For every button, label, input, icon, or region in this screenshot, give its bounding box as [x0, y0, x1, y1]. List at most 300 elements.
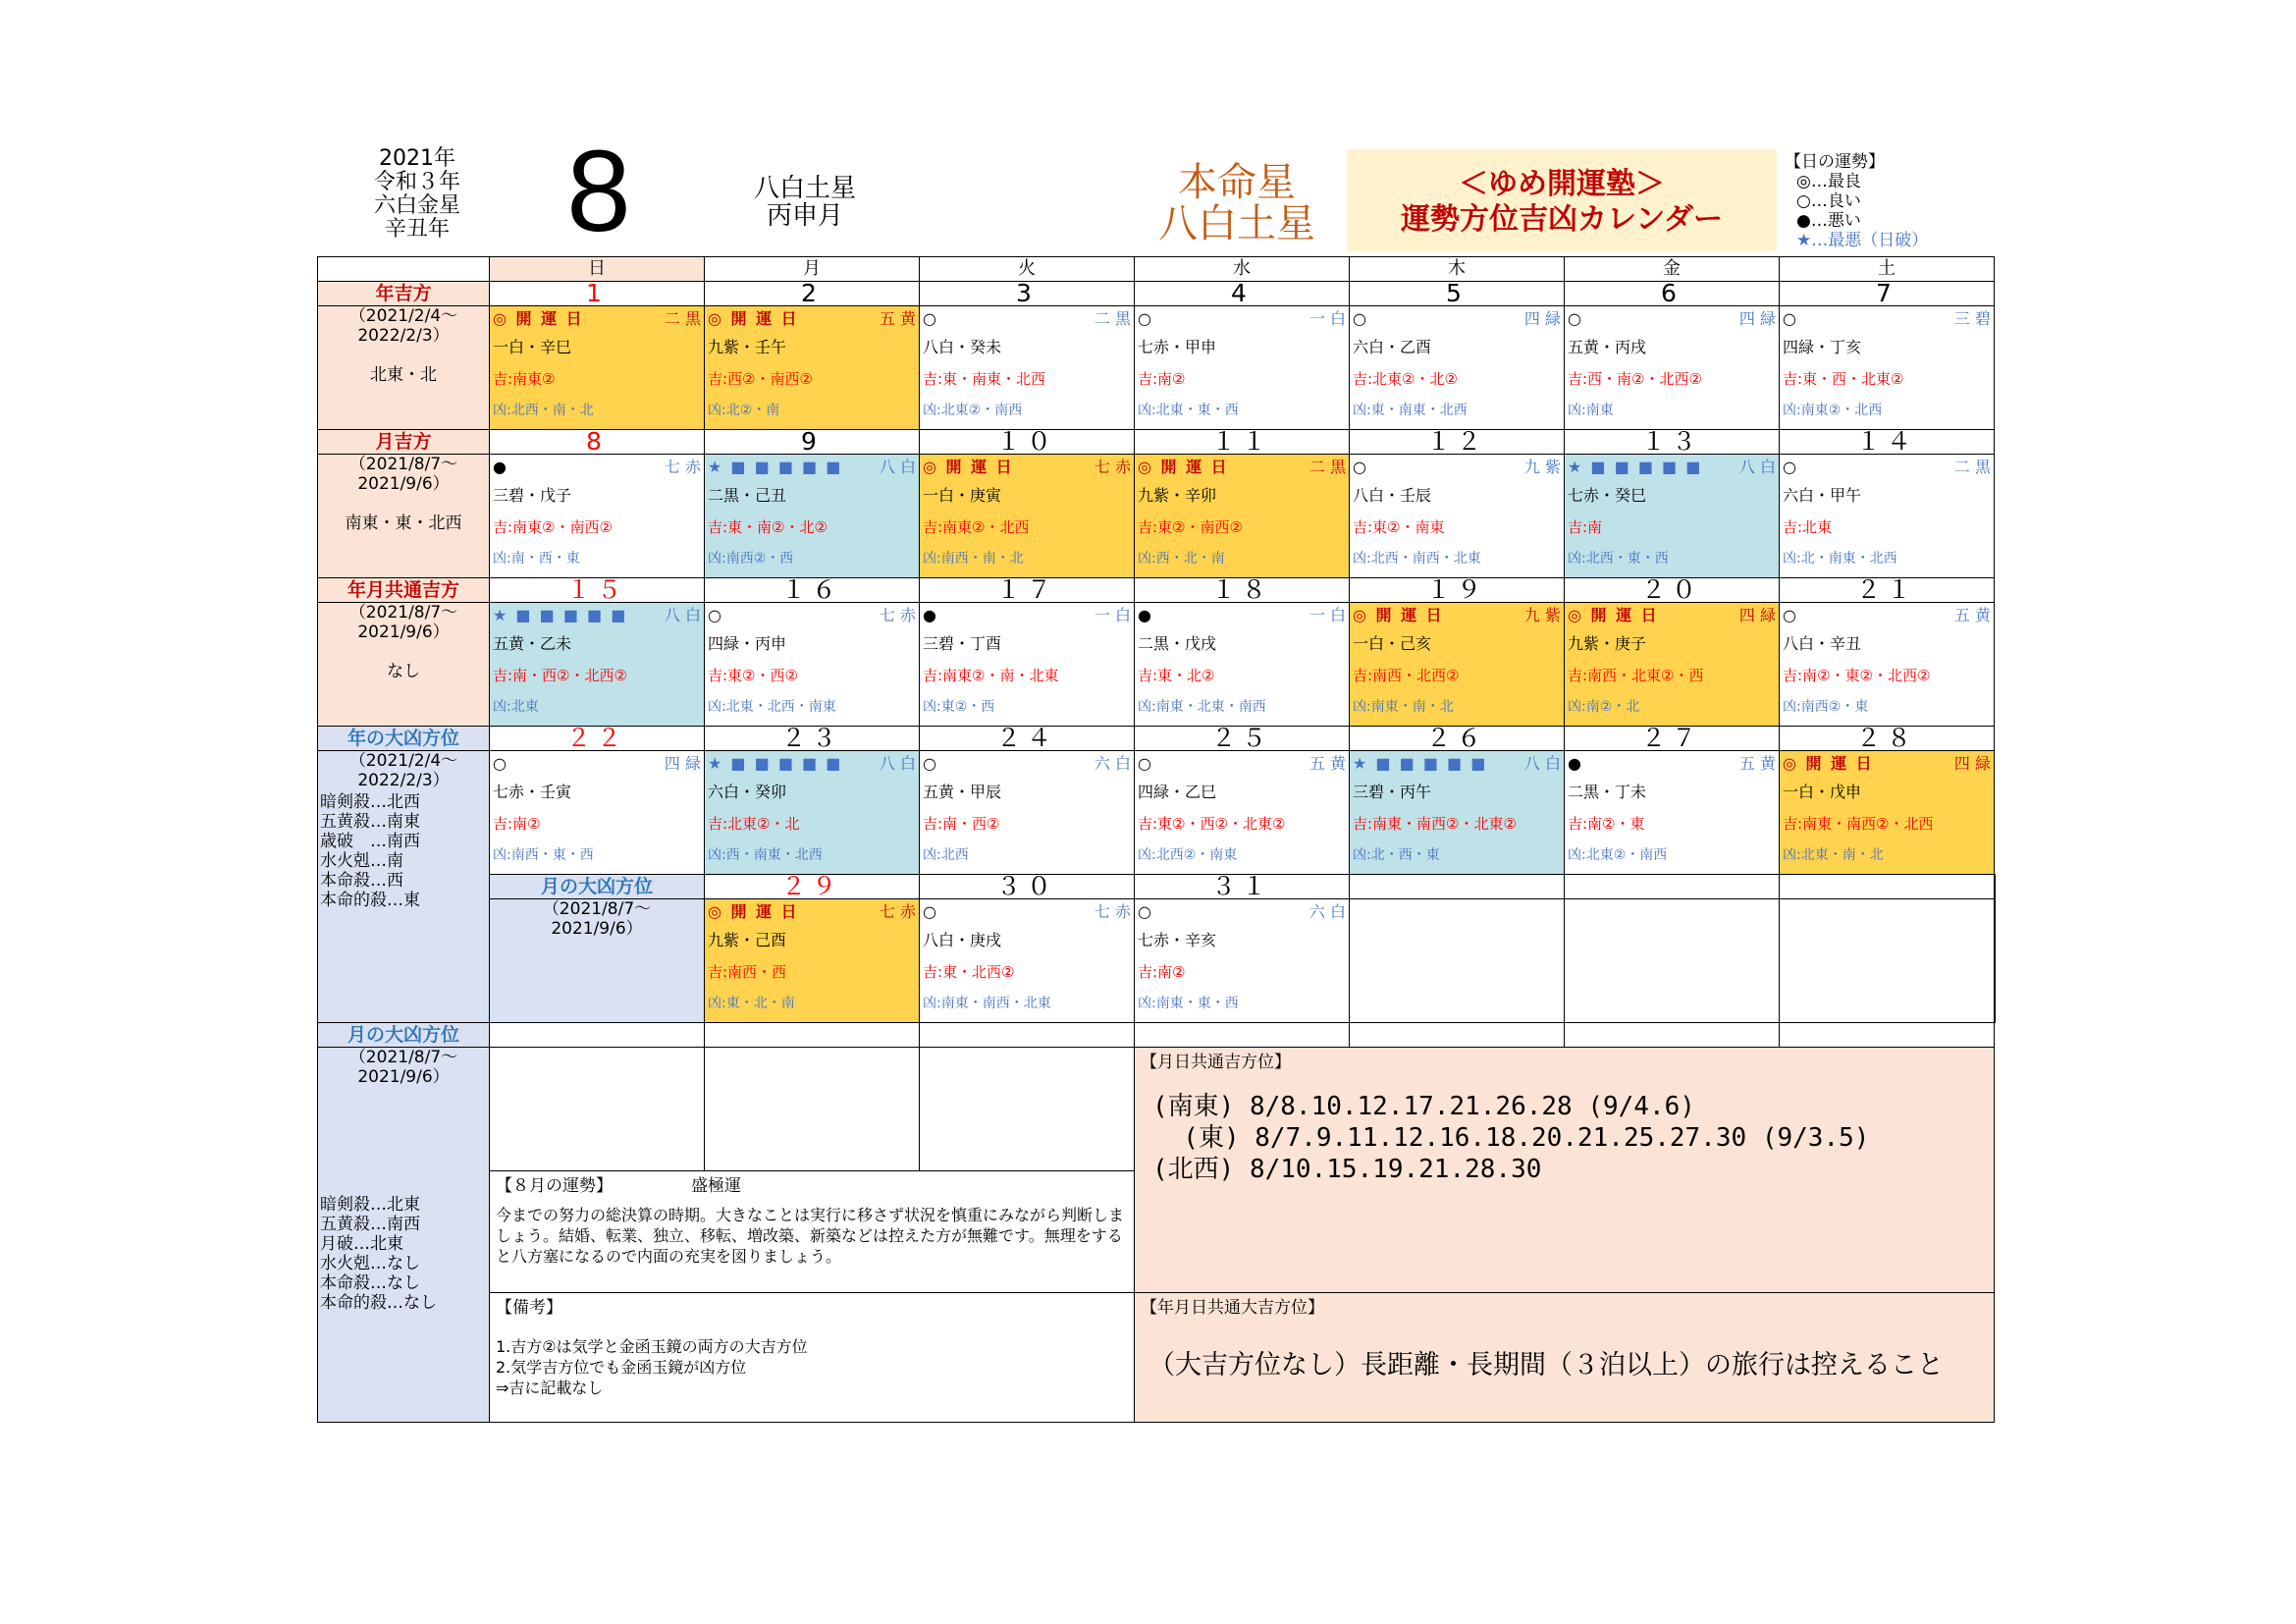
day-nine-star: 四 緑 — [1523, 309, 1561, 328]
weekday-header: 火 — [920, 257, 1135, 282]
empty-cell — [1780, 1023, 1995, 1048]
side-line: 2022/2/3） — [357, 771, 450, 790]
day-cell[interactable] — [920, 603, 1135, 727]
day-fortune-line — [1138, 753, 1346, 775]
day-bad-direction: 凶:東②・西 — [923, 699, 995, 715]
side-section-title: 年月共通吉方 — [318, 578, 490, 603]
day-cell[interactable] — [1565, 751, 1780, 875]
day-kanshi: 八白・辛丑 — [1783, 634, 1862, 653]
date-number: １１ — [1135, 430, 1350, 455]
year-info — [324, 147, 510, 242]
day-fortune-line — [923, 308, 1131, 330]
day-good-direction: 吉:東②・西②・北東② — [1138, 815, 1286, 833]
day-fortune-mark: ★ ■ ■ ■ ■ ■ — [1353, 754, 1488, 773]
day-bad-direction: 凶:南西②・西 — [708, 551, 794, 567]
honmei-star — [1139, 162, 1335, 244]
legend-title: 【日の運勢】 — [1785, 152, 1885, 172]
day-cell[interactable] — [1780, 455, 1995, 578]
day-cell[interactable] — [1995, 899, 1996, 1023]
date-number: ２２ — [490, 727, 705, 751]
day-nine-star: 四 緑 — [1738, 309, 1776, 328]
day-good-direction: 吉:南東②・南西② — [493, 518, 613, 536]
date-number: 2 — [705, 282, 920, 306]
day-bad-direction: 凶:北西②・南東 — [1138, 847, 1238, 863]
day-kanshi: 七赤・壬寅 — [493, 783, 572, 801]
empty-cell — [1135, 1023, 1350, 1048]
fortune-title: 【８月の運勢】 — [496, 1176, 613, 1196]
day-cell[interactable] — [1350, 306, 1565, 430]
day-fortune-mark: ○ — [1138, 309, 1151, 328]
day-fortune-line — [923, 457, 1131, 478]
day-good-direction: 吉:東・南②・北② — [708, 518, 828, 536]
day-kanshi: 三碧・丁酉 — [923, 634, 1002, 653]
day-kanshi: 五黄・乙未 — [493, 634, 572, 653]
day-kanshi: 一白・庚寅 — [923, 486, 1002, 505]
day-kanshi: 四緑・丙申 — [708, 634, 787, 653]
date-number: ２８ — [1780, 727, 1995, 751]
day-nine-star: 三 碧 — [1953, 309, 1991, 328]
day-nine-star: 四 緑 — [664, 754, 701, 773]
day-nine-star: 五 黄 — [1738, 754, 1776, 773]
day-nine-star: 一 白 — [1308, 309, 1346, 328]
day-fortune-line — [1353, 308, 1561, 330]
bad-direction-item: 歳破 …南西 — [320, 832, 420, 851]
day-nine-star: 二 黒 — [664, 309, 701, 328]
side-line: 2021/9/6） — [357, 474, 450, 494]
side-line — [318, 642, 489, 662]
weekday-header: 月 — [705, 257, 920, 282]
side-section-title: 月の大凶方位 — [318, 1023, 490, 1048]
day-bad-direction: 凶:南東・南西・北東 — [923, 996, 1051, 1011]
day-cell[interactable] — [490, 603, 705, 727]
day-good-direction: 吉:北東②・北② — [1353, 370, 1458, 388]
date-number: １２ — [1350, 430, 1565, 455]
day-fortune-line — [1568, 605, 1776, 626]
day-nine-star: 八 白 — [1523, 754, 1561, 773]
day-bad-direction: 凶:南東・南・北 — [1353, 699, 1454, 715]
day-nine-star: 五 黄 — [1953, 606, 1991, 624]
remark-line: 2.気学吉方位でも金函玉鏡が凶方位 — [496, 1358, 747, 1377]
side-section-title: 年の大凶方位 — [318, 727, 490, 751]
date-number — [1995, 875, 1996, 899]
day-fortune-mark: ◎ 開 運 日 — [708, 902, 799, 921]
bad-direction-item: 本命殺…西 — [320, 871, 403, 891]
day-nine-star: 五 黄 — [879, 309, 916, 328]
day-fortune-mark: ★ ■ ■ ■ ■ ■ — [708, 754, 843, 773]
decor-squares: ■ ■ — [589, 309, 634, 328]
day-bad-direction: 凶:北東 — [493, 699, 539, 715]
day-bad-direction: 凶:北東②・南西 — [1568, 847, 1668, 863]
date-number: 4 — [1135, 282, 1350, 306]
side-line — [318, 346, 489, 365]
bad-direction-item: 本命的殺…なし — [320, 1293, 437, 1313]
day-nine-star: 四 緑 — [1953, 754, 1991, 773]
side-line: 2021/9/6） — [357, 1067, 450, 1087]
side-line: （2021/8/7～ — [348, 455, 458, 474]
day-fortune-line — [708, 605, 916, 626]
empty-cell — [1565, 1023, 1780, 1048]
empty-cell — [920, 1048, 1135, 1171]
era-line: 令和３年 — [373, 170, 460, 194]
day-fortune-line — [493, 457, 701, 478]
month-star-info — [707, 175, 903, 230]
day-good-direction: 吉:南東・南西②・北東② — [1353, 815, 1517, 833]
day-kanshi: 八白・庚戌 — [923, 931, 1002, 949]
date-number: １６ — [705, 578, 920, 603]
day-good-direction: 吉:東②・西② — [708, 667, 798, 684]
day-good-direction: 吉:南東②・南・北東 — [923, 667, 1059, 684]
day-cell[interactable] — [1780, 899, 1995, 1023]
day-bad-direction: 凶:北東②・南西 — [923, 403, 1023, 418]
side-section-body — [318, 455, 490, 578]
day-cell[interactable] — [1565, 306, 1780, 430]
day-good-direction: 吉:東・南東・北西 — [923, 370, 1046, 388]
day-cell[interactable] — [920, 751, 1135, 875]
day-kanshi: 五黄・丙戌 — [1568, 338, 1647, 356]
month-star-line: 八白土星 — [753, 174, 856, 203]
day-fortune-mark: ◎ 開 運 日 — [1353, 606, 1444, 624]
day-cell[interactable] — [920, 899, 1135, 1023]
day-fortune-line — [708, 901, 916, 923]
day-good-direction: 吉:南 — [1568, 518, 1603, 536]
day-kanshi: 六白・癸卯 — [708, 783, 787, 801]
date-number: ３０ — [920, 875, 1135, 899]
day-cell[interactable] — [705, 455, 920, 578]
day-cell[interactable] — [705, 306, 920, 430]
day-kanshi: 四緑・乙巳 — [1138, 783, 1217, 801]
day-cell[interactable] — [1135, 306, 1350, 430]
day-cell[interactable] — [1565, 899, 1780, 1023]
day-fortune-line — [708, 457, 916, 478]
day-kanshi: 六白・乙酉 — [1353, 338, 1432, 356]
day-fortune-line — [923, 753, 1131, 775]
side-line: 南東・東・北西 — [345, 514, 462, 533]
day-bad-direction: 凶:北西・南西・北東 — [1353, 551, 1481, 567]
day-fortune-mark: ○ — [1138, 754, 1151, 773]
day-fortune-line — [708, 753, 916, 775]
day-good-direction: 吉:南・西② — [923, 815, 1000, 833]
day-fortune-mark: ◎ 開 運 日 — [1568, 606, 1659, 624]
day-kanshi: 九紫・壬午 — [708, 338, 787, 356]
day-kanshi: 三碧・戊子 — [493, 486, 572, 505]
day-nine-star: 七 赤 — [664, 458, 701, 476]
day-good-direction: 吉:北東 — [1783, 518, 1833, 536]
decor-squares: ■ ■ — [804, 309, 849, 328]
date-number: １０ — [920, 430, 1135, 455]
day-nine-star: 八 白 — [1738, 458, 1776, 476]
remark-line: ⇒吉に記載なし — [496, 1379, 604, 1397]
side-section-body — [318, 751, 490, 1023]
day-bad-direction: 凶:北・西・東 — [1353, 847, 1440, 863]
day-bad-direction: 凶:南東・東・西 — [1138, 996, 1239, 1011]
day-kanshi: 七赤・辛亥 — [1138, 931, 1217, 949]
date-number: ２９ — [705, 875, 920, 899]
day-fortune-line — [1353, 605, 1561, 626]
day-fortune-line — [1138, 308, 1346, 330]
side-line: （2021/2/4～ — [348, 751, 458, 771]
day-kanshi: 三碧・丙午 — [1353, 783, 1432, 801]
day-nine-star: 七 赤 — [879, 606, 916, 624]
date-number — [1350, 875, 1565, 899]
day-bad-direction: 凶:南・西・東 — [493, 551, 580, 567]
day-fortune-line — [493, 753, 701, 775]
day-fortune-mark: ◎ 開 運 日 — [923, 458, 1014, 476]
day-fortune-line — [493, 605, 701, 626]
day-fortune-mark: ◎ 開 運 日 — [493, 309, 584, 328]
day-bad-direction: 凶:北東・東・西 — [1138, 403, 1239, 418]
weekday-header: 木 — [1350, 257, 1565, 282]
day-fortune-mark: ◎ 開 運 日 — [1138, 458, 1229, 476]
decor-squares: ■ ■ — [1234, 458, 1279, 476]
day-cell[interactable] — [490, 751, 705, 875]
bad-direction-item: 水火剋…南 — [320, 851, 403, 871]
day-kanshi: 一白・辛巳 — [493, 338, 572, 356]
side-section-title: 月吉方 — [318, 430, 490, 455]
date-number: ３１ — [1135, 875, 1350, 899]
bad-direction-item: 月破…北東 — [320, 1234, 403, 1254]
year-bad-direction-list — [318, 792, 489, 910]
day-good-direction: 吉:西②・南西② — [708, 370, 813, 388]
common-list — [1135, 1091, 1994, 1185]
side-line: （2021/8/7～ — [348, 603, 458, 623]
day-good-direction: 吉:南西・北東②・西 — [1568, 667, 1704, 684]
date-number: ２１ — [1780, 578, 1995, 603]
day-kanshi: 四緑・丁亥 — [1783, 338, 1862, 356]
day-cell[interactable] — [1350, 751, 1565, 875]
great-lucky-directions — [1135, 1293, 1995, 1423]
day-fortune-line — [1568, 753, 1776, 775]
side-section-body — [318, 603, 490, 727]
day-kanshi: 六白・甲午 — [1783, 486, 1862, 505]
day-good-direction: 吉:東・北西② — [923, 963, 1015, 981]
decor-squares: ■ ■ — [804, 902, 849, 921]
side-line: （2021/8/7～ — [348, 1048, 458, 1067]
day-fortune-mark: ○ — [708, 606, 721, 624]
day-fortune-line — [1783, 605, 1991, 626]
day-fortune-mark: ○ — [1353, 458, 1366, 476]
day-cell[interactable] — [920, 455, 1135, 578]
day-cell[interactable] — [1350, 455, 1565, 578]
fortune-header — [490, 1171, 1134, 1201]
day-fortune-line — [1353, 457, 1561, 478]
day-cell[interactable] — [1780, 751, 1995, 875]
weekday-header: 日 — [490, 257, 705, 282]
date-number: １９ — [1350, 578, 1565, 603]
date-number: ２５ — [1135, 727, 1350, 751]
day-cell[interactable] — [490, 306, 705, 430]
day-nine-star: 七 赤 — [1094, 902, 1131, 921]
side-section-body — [318, 306, 490, 430]
empty-cell — [705, 1048, 920, 1171]
day-good-direction: 吉:南② — [493, 815, 541, 833]
day-cell[interactable] — [705, 751, 920, 875]
remark-line: 1.吉方②は気学と金函玉鏡の両方の大吉方位 — [496, 1337, 808, 1356]
day-fortune-mark: ● — [1568, 754, 1581, 773]
year-line: 2021年 — [379, 146, 455, 171]
day-fortune-mark: ● — [493, 458, 507, 476]
day-good-direction: 吉:東・北② — [1138, 667, 1215, 684]
day-cell[interactable] — [705, 899, 920, 1023]
date-number — [1780, 875, 1995, 899]
bad-direction-item: 暗剣殺…北東 — [320, 1195, 420, 1215]
day-cell[interactable] — [1565, 603, 1780, 727]
common-title: 【月日共通吉方位】 — [1141, 1053, 1291, 1072]
day-cell[interactable] — [1350, 603, 1565, 727]
day-bad-direction: 凶:北西・南・北 — [493, 403, 594, 418]
title-main: 運勢方位吉凶カレンダー — [1400, 202, 1724, 237]
side-line: 北東・北 — [370, 365, 437, 385]
day-nine-star: 七 赤 — [1094, 458, 1131, 476]
day-good-direction: 吉:南西・北西② — [1353, 667, 1460, 684]
day-good-direction: 吉:南②・東②・北西② — [1783, 667, 1931, 684]
day-fortune-mark: ○ — [923, 309, 936, 328]
monthly-fortune — [490, 1171, 1135, 1293]
day-fortune-mark: ○ — [1353, 309, 1366, 328]
day-cell[interactable] — [490, 455, 705, 578]
day-nine-star: 五 黄 — [1308, 754, 1346, 773]
month-kanshi-line: 丙申月 — [766, 201, 843, 231]
day-nine-star: 二 黒 — [1953, 458, 1991, 476]
side-line: 2021/9/6） — [551, 919, 643, 939]
date-number: ２６ — [1350, 727, 1565, 751]
date-number: 3 — [920, 282, 1135, 306]
day-fortune-line — [923, 901, 1131, 923]
day-cell[interactable] — [1135, 455, 1350, 578]
day-bad-direction: 凶:南西・東・西 — [493, 847, 594, 863]
day-cell[interactable] — [1350, 899, 1565, 1023]
day-fortune-mark: ○ — [1783, 458, 1796, 476]
day-bad-direction: 凶:北西・東・西 — [1568, 551, 1669, 567]
side-section-title: 年吉方 — [318, 282, 490, 306]
legend-worst: ★…最悪（日破） — [1796, 231, 1929, 250]
day-good-direction: 吉:東②・南東 — [1353, 518, 1445, 536]
weekday-header: 金 — [1565, 257, 1780, 282]
year-star-line: 六白金星 — [373, 193, 460, 218]
weekday-header: 土 — [1780, 257, 1995, 282]
honmei-label: 本命星 — [1178, 160, 1296, 205]
day-fortune-mark: ○ — [1783, 309, 1796, 328]
bad-direction-item: 本命的殺…東 — [320, 891, 420, 910]
day-cell[interactable] — [920, 306, 1135, 430]
side-line: 2022/2/3） — [357, 326, 450, 346]
day-good-direction: 吉:南東② — [493, 370, 556, 388]
day-fortune-mark: ○ — [1568, 309, 1581, 328]
empty-cell — [490, 1048, 705, 1171]
day-cell[interactable] — [1135, 899, 1350, 1023]
honmei-value: 八白土星 — [1158, 201, 1315, 246]
remarks — [490, 1293, 1135, 1423]
date-number — [1565, 875, 1780, 899]
day-bad-direction: 凶:北東・南・北 — [1783, 847, 1884, 863]
day-fortune-mark: ★ ■ ■ ■ ■ ■ — [708, 458, 843, 476]
date-number: 7 — [1780, 282, 1995, 306]
day-cell[interactable] — [705, 603, 920, 727]
legend-bad: ●…悪い — [1796, 211, 1861, 231]
day-good-direction: 吉:南東②・北西 — [923, 518, 1030, 536]
day-fortune-line — [1783, 753, 1991, 775]
day-fortune-mark: ○ — [493, 754, 507, 773]
day-fortune-line — [1138, 901, 1346, 923]
day-cell[interactable] — [1780, 603, 1995, 727]
calendar-title — [1347, 149, 1777, 251]
day-bad-direction: 凶:南東 — [1568, 403, 1614, 418]
day-fortune-mark: ○ — [923, 754, 936, 773]
day-nine-star: 八 白 — [664, 606, 701, 624]
date-number: １８ — [1135, 578, 1350, 603]
day-cell[interactable] — [1780, 306, 1995, 430]
day-nine-star: 八 白 — [879, 458, 916, 476]
day-kanshi: 七赤・癸巳 — [1568, 486, 1647, 505]
day-fortune-mark: ◎ 開 運 日 — [708, 309, 799, 328]
day-bad-direction: 凶:南東②・北西 — [1783, 403, 1883, 418]
day-good-direction: 吉:南② — [1138, 963, 1186, 981]
day-good-direction: 吉:南② — [1138, 370, 1186, 388]
date-number: １７ — [920, 578, 1135, 603]
bad-direction-item: 暗剣殺…北西 — [320, 792, 420, 812]
calendar-grid — [317, 256, 1996, 1423]
day-bad-direction: 凶:南東・北東・南西 — [1138, 699, 1266, 715]
day-good-direction: 吉:南②・東 — [1568, 815, 1645, 833]
empty-cell — [1350, 1023, 1565, 1048]
day-kanshi: 一白・己亥 — [1353, 634, 1432, 653]
day-nine-star: 四 緑 — [1738, 606, 1776, 624]
day-nine-star: 九 紫 — [1523, 458, 1561, 476]
bad-direction-item: 五黄殺…南東 — [320, 812, 420, 832]
date-number: ２７ — [1565, 727, 1780, 751]
day-good-direction: 吉:南西・西 — [708, 963, 787, 981]
legend-good: ○…良い — [1796, 191, 1861, 211]
date-number: 9 — [705, 430, 920, 455]
date-number: １５ — [490, 578, 705, 603]
day-bad-direction: 凶:北②・南 — [708, 403, 780, 418]
day-nine-star: 六 白 — [1308, 902, 1346, 921]
day-fortune-mark: ○ — [923, 902, 936, 921]
day-fortune-mark: ● — [1138, 606, 1151, 624]
day-good-direction: 吉:南東・南西②・北西 — [1783, 815, 1934, 833]
day-nine-star: 二 黒 — [1308, 458, 1346, 476]
day-cell[interactable] — [1135, 603, 1350, 727]
day-bad-direction: 凶:北西 — [923, 847, 969, 863]
date-number: １３ — [1565, 430, 1780, 455]
decor-squares: ■ ■ — [1664, 606, 1709, 624]
fortune-keyword: 盛極運 — [691, 1176, 741, 1196]
day-kanshi: 九紫・辛卯 — [1138, 486, 1217, 505]
common-line: (東) 8/7.9.11.12.16.18.20.21.25.27.30 (9/3.5) — [1152, 1123, 1870, 1153]
day-kanshi: 九紫・己酉 — [708, 931, 787, 949]
side-line: （2021/8/7～ — [542, 899, 652, 919]
day-bad-direction: 凶:南西②・東 — [1783, 699, 1869, 715]
fortune-body: 今までの努力の総決算の時期。大きなことは実行に移さず状況を慎重にみながら判断しましょう。結婚、転業、独立、移転、増改築、新築などは控えた方が無難です。無理をすると八方塞になるので内面の充実を図りましょう。 — [496, 1206, 1125, 1266]
empty-cell — [920, 1023, 1135, 1048]
side-section-body — [318, 1048, 490, 1423]
day-fortune-line — [1568, 457, 1776, 478]
day-bad-direction: 凶:東・南東・北西 — [1353, 403, 1468, 418]
date-number: 8 — [490, 430, 705, 455]
date-number: １４ — [1780, 430, 1995, 455]
day-cell[interactable] — [1565, 455, 1780, 578]
empty-cell — [705, 1023, 920, 1048]
day-nine-star: 七 赤 — [879, 902, 916, 921]
day-nine-star: 一 白 — [1094, 606, 1131, 624]
side-section-body — [490, 899, 705, 1023]
date-number: 5 — [1350, 282, 1565, 306]
side-line — [318, 494, 489, 514]
day-bad-direction: 凶:北・南東・北西 — [1783, 551, 1897, 567]
day-cell[interactable] — [1135, 751, 1350, 875]
bad-direction-item: 本命殺…なし — [320, 1273, 420, 1293]
decor-squares: ■ ■ — [1019, 458, 1064, 476]
day-good-direction: 吉:東・西・北東② — [1783, 370, 1904, 388]
